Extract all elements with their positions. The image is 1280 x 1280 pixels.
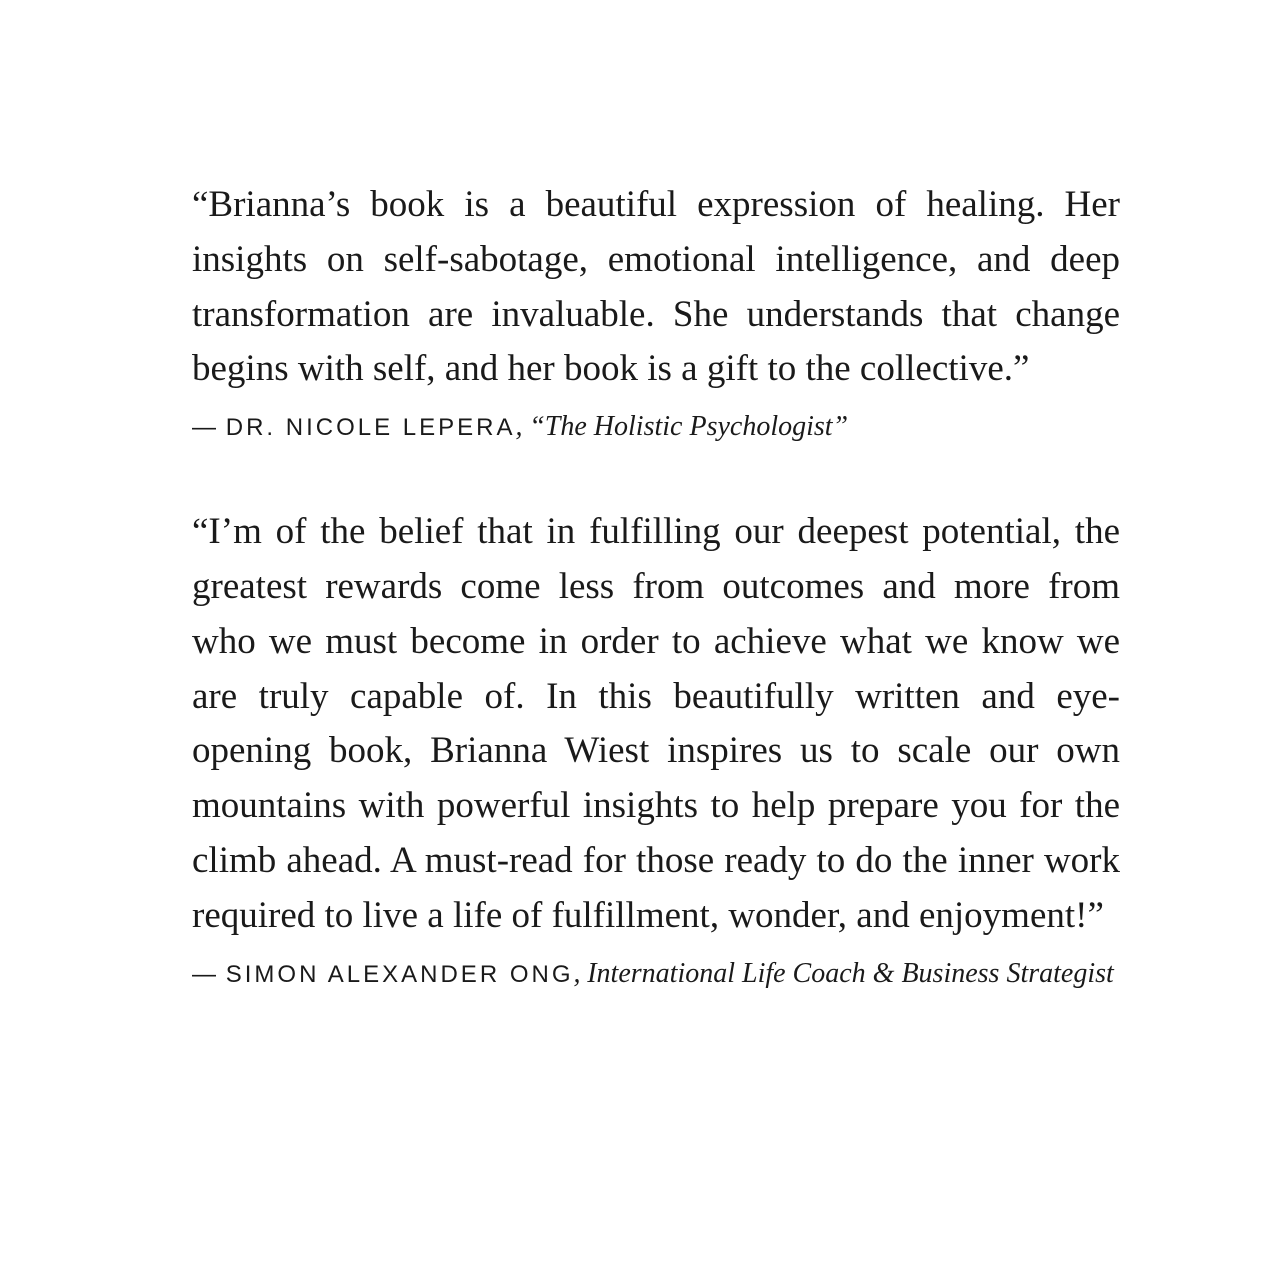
- testimonial-quote: “I’m of the belief that in fulfilling our deepest potential, the greatest rewards come less from outcomes and more from who we must become in order to achieve what we know we are truly capable of. In this beautifully written and eye-opening book, Brianna Wiest inspires us to scale our own mountains with powerful insights to help prepare you for the climb ahead. A must-read for those ready to do the inner work required to live a life of fulfillment, wonder, and enjoyment!”: [192, 511, 1120, 936]
- attribution-title: International Life Coach & Business Strategist: [587, 957, 1114, 989]
- attribution-separator: ,: [573, 957, 581, 989]
- attribution-title: “The Holistic Psychologist”: [529, 411, 849, 443]
- attribution-name: DR. NICOLE LEPERA: [225, 414, 516, 442]
- testimonial-attribution: [192, 950, 1120, 998]
- attribution-dash: —: [192, 414, 219, 442]
- testimonials-page: [192, 178, 1120, 998]
- testimonial-2: [192, 505, 1120, 997]
- testimonial-quote: “Brianna’s book is a beautiful expression of healing. Her insights on self-sabotage, emotional intelligence, and deep transformation are invaluable. She understands that change begins with self, and her book is a gift to the collective.”: [192, 184, 1120, 390]
- attribution-dash: —: [192, 960, 219, 988]
- testimonial-1: [192, 178, 1120, 451]
- testimonial-attribution: [192, 403, 1120, 451]
- attribution-name: SIMON ALEXANDER ONG: [225, 960, 574, 988]
- attribution-separator: ,: [515, 411, 523, 443]
